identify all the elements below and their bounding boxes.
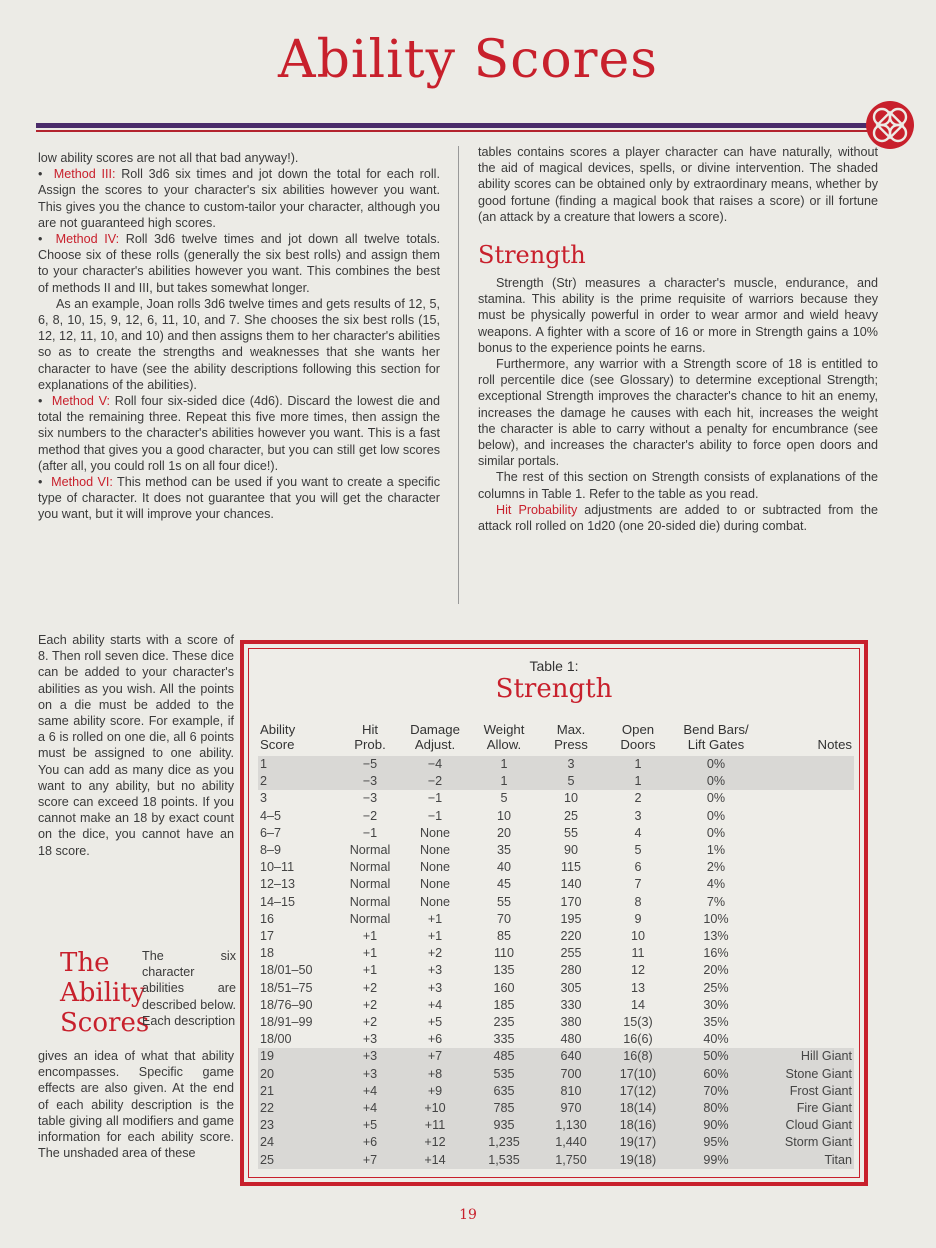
table-cell: 10%: [703, 911, 729, 926]
table-row: [258, 928, 854, 945]
table-cell: 110: [493, 946, 515, 961]
table-cell: 0%: [672, 773, 760, 790]
table-cell: 2: [634, 791, 642, 806]
table-cell: 25: [563, 808, 578, 823]
table-cell: 305: [560, 980, 582, 995]
method-label: Method VI:: [51, 475, 113, 490]
table-cell: 1: [604, 756, 672, 773]
table-cell: 19(18): [604, 1152, 672, 1169]
table-cell: 18(16): [604, 1117, 672, 1134]
rule-red: [36, 130, 876, 132]
table-cell: 330: [560, 997, 582, 1012]
table-cell: 635: [470, 1083, 538, 1100]
table-cell: 35%: [703, 1015, 729, 1030]
table-cell: 90: [563, 843, 578, 858]
table-cell: +2: [362, 997, 378, 1012]
method-iii: • Method III: Roll 3d6 six times and jot down the total for each roll. Assign the scores to your character's six abilities however you want. This gives you the chance to custom-tailor your character, although you are not guaranteed high scores.: [38, 167, 440, 230]
table-cell: 45: [496, 877, 511, 892]
table-cell: 16: [260, 911, 275, 926]
table-body: [258, 756, 854, 1169]
table-row: [258, 962, 854, 979]
table-cell: +1: [362, 963, 378, 978]
table-cell: 135: [493, 963, 515, 978]
table-cell: +4: [427, 997, 443, 1012]
table-cell: 12: [630, 963, 645, 978]
table-cell: 220: [560, 929, 582, 944]
table-cell: 21: [258, 1083, 340, 1100]
example-paragraph: As an example, Joan rolls 3d6 twelve times and gets results of 12, 5, 6, 8, 10, 15, 9, 12, 6, 11, 10, and 7. She chooses the six best rolls (15, 12, 12, 11, 10, and 10) and then assigns them to her character's abilities so as to create the strengths and weaknesses that she wants her character to have (see the ability descriptions following this section for explanations of the abilities).: [38, 296, 440, 392]
table-cell: 1: [470, 756, 538, 773]
table-cell: 20%: [703, 963, 729, 978]
table-cell: None: [419, 843, 451, 858]
table-cell: [760, 808, 854, 825]
table-row: [258, 1134, 854, 1151]
table-cell: 7: [634, 877, 642, 892]
table-cell: 140: [560, 877, 582, 892]
table-cell: 235: [493, 1015, 515, 1030]
table-cell: [760, 756, 854, 773]
table-cell: [760, 997, 854, 1014]
method-label: Method IV:: [55, 232, 120, 247]
table-cell: +3: [427, 980, 443, 995]
table-cell: 4: [634, 825, 642, 840]
left-column: [38, 150, 440, 523]
table-row: [258, 825, 854, 842]
table-cell: −2: [400, 773, 470, 790]
table-row: [258, 1100, 854, 1117]
paragraph: Strength (Str) measures a character's muscle, endurance, and stamina. This ability is the prime requisite of warriors because they must be physically powerful in order to wear armor and wield heavy weapons. A fighter with a score of 16 or more in Strength gains a 10% bonus to the experience points he earns.: [478, 276, 878, 355]
column-header: Ability Score: [260, 722, 296, 752]
table-cell: 20: [496, 825, 511, 840]
column-header: Open Doors: [620, 722, 656, 752]
table-row: [258, 876, 854, 893]
table-cell: 40: [496, 860, 511, 875]
table-cell: −1: [362, 825, 378, 840]
table-cell: −2: [362, 808, 378, 823]
table-cell: 785: [470, 1100, 538, 1117]
hit-probability-paragraph: Hit Probability adjustments are added to or subtracted from the attack roll rolled on 1d20 (one 20-sided die) during combat.: [478, 502, 878, 534]
table-row: [258, 1014, 854, 1031]
table-cell: −1: [427, 808, 443, 823]
table-row: [258, 980, 854, 997]
table-cell: +8: [400, 1066, 470, 1083]
table-cell: 5: [500, 791, 508, 806]
table-cell: 10: [496, 808, 511, 823]
table-cell: +7: [340, 1152, 400, 1169]
drop-side-text: The six character abilities are described below. Each description: [142, 949, 236, 1028]
table-cell: +3: [362, 1032, 378, 1047]
table-cell: 70%: [672, 1083, 760, 1100]
table-cell: 95%: [672, 1134, 760, 1151]
table-cell: +1: [427, 929, 443, 944]
table-cell: +14: [400, 1152, 470, 1169]
column-header: Notes: [817, 737, 852, 752]
table-cell: 11: [631, 946, 645, 961]
table-cell: 0%: [706, 825, 726, 840]
table-cell: 99%: [672, 1152, 760, 1169]
table-cell: 18/51–75: [260, 980, 313, 995]
table-cell: 160: [493, 980, 515, 995]
table-cell: 30%: [703, 997, 729, 1012]
table-cell: 8–9: [260, 843, 282, 858]
table-cell: 2%: [706, 860, 726, 875]
table-cell: +7: [400, 1048, 470, 1065]
table-cell: +9: [400, 1083, 470, 1100]
table-cell: Storm Giant: [760, 1134, 854, 1151]
table-header-row: [258, 722, 854, 756]
table-row: [258, 911, 854, 928]
table-cell: 0%: [706, 808, 726, 823]
strength-table: [258, 722, 854, 1169]
table-cell: [760, 894, 854, 911]
table-cell: 1,440: [538, 1134, 604, 1151]
table-cell: 1,130: [538, 1117, 604, 1134]
table-cell: +3: [340, 1066, 400, 1083]
table-cell: +6: [340, 1134, 400, 1151]
table-cell: 19: [258, 1048, 340, 1065]
table-cell: 4%: [706, 877, 726, 892]
table-row: [258, 1117, 854, 1134]
table-row: [258, 842, 854, 859]
table-cell: 1%: [706, 843, 726, 858]
table-cell: 50%: [672, 1048, 760, 1065]
table-row: [258, 756, 854, 773]
column-header: Max. Press: [554, 722, 588, 752]
table-row: [258, 997, 854, 1014]
table-row: [258, 808, 854, 825]
table-cell: Fire Giant: [760, 1100, 854, 1117]
table-cell: Normal: [349, 860, 391, 875]
table-cell: 19(17): [604, 1134, 672, 1151]
table-cell: −4: [400, 756, 470, 773]
table-cell: Normal: [349, 877, 391, 892]
table-cell: [760, 773, 854, 790]
term-label: Hit Probability: [496, 502, 578, 517]
table-cell: Normal: [349, 843, 391, 858]
table-cell: 90%: [672, 1117, 760, 1134]
table-row: [258, 894, 854, 911]
table-cell: 10: [630, 929, 645, 944]
right-column: [478, 144, 878, 534]
table-cell: [760, 962, 854, 979]
table-cell: +1: [427, 911, 443, 926]
table-cell: 1: [470, 773, 538, 790]
table-cell: 12–13: [260, 877, 296, 892]
table-cell: +5: [427, 1015, 443, 1030]
table-cell: +1: [362, 946, 378, 961]
table-cell: 18/01–50: [260, 963, 313, 978]
table-cell: −3: [362, 791, 378, 806]
table-cell: 15(3): [623, 1015, 653, 1030]
table-row: [258, 1066, 854, 1083]
table-cell: −5: [340, 756, 400, 773]
drop-heading: The Ability Scores: [60, 948, 150, 1038]
table-cell: 640: [538, 1048, 604, 1065]
table-row: [258, 1048, 854, 1065]
table-cell: 17: [260, 929, 275, 944]
method-iv: • Method IV: Roll 3d6 twelve times and jot down all twelve totals. Choose six of these rolls (generally the six best rolls) and assign them to your character's abilities however you want. This combines the best of methods II and III, but takes somewhat longer.: [38, 232, 440, 295]
table-cell: 480: [560, 1032, 582, 1047]
table-cell: [760, 876, 854, 893]
table-cell: None: [419, 877, 451, 892]
narrow-column: [38, 632, 234, 859]
table-cell: 55: [563, 825, 578, 840]
table-cell: 115: [560, 860, 582, 875]
table-cell: 20: [258, 1066, 340, 1083]
table-cell: 485: [470, 1048, 538, 1065]
table-cell: 6–7: [260, 825, 282, 840]
table-cell: +5: [340, 1117, 400, 1134]
table-cell: 3: [634, 808, 642, 823]
drop-rest-text: gives an idea of what that ability encompasses. Specific game effects are also given. At the end of each ability description is the table giving all modifiers and game information for each ability score. The unshaded area of these: [38, 1049, 234, 1161]
table-cell: 535: [470, 1066, 538, 1083]
table-title: Strength: [495, 674, 613, 704]
table-cell: 10: [563, 791, 578, 806]
section-heading-strength: Strength: [478, 241, 586, 270]
table-cell: [760, 842, 854, 859]
paragraph: tables contains scores a player character can have naturally, without the aid of magical devices, spells, or divine intervention. The shaded ability scores can be obtained only by extraordinary means, whether by good fortune (finding a magical book that raises a score) or ill fortune (an attack by a creature that lowers a score).: [478, 145, 878, 224]
table-cell: 25%: [703, 980, 729, 995]
table-cell: 40%: [703, 1032, 729, 1047]
table-cell: +3: [340, 1048, 400, 1065]
table-cell: Normal: [349, 894, 391, 909]
table-cell: None: [419, 825, 451, 840]
table-cell: None: [419, 894, 451, 909]
column-header: Hit Prob.: [354, 722, 386, 752]
table-cell: +4: [340, 1100, 400, 1117]
paragraph: Furthermore, any warrior with a Strength score of 18 is entitled to roll percentile dice (see Glossary) to determine exceptional Strength; exceptional Strength improves the character's chance to hit an enemy, increases the damage he causes with each hit, increases the weight the character is able to carry without a penalty for encumbrance (see below), and increases the character's ability to force open doors and similar portals.: [478, 357, 878, 469]
table-cell: [760, 928, 854, 945]
table-cell: −3: [340, 773, 400, 790]
table-cell: Cloud Giant: [760, 1117, 854, 1134]
table-cell: 8: [634, 894, 642, 909]
table-cell: Stone Giant: [760, 1066, 854, 1083]
table-cell: 2: [258, 773, 340, 790]
table-cell: 85: [496, 929, 511, 944]
table-cell: 13: [630, 980, 645, 995]
table-row: [258, 773, 854, 790]
table-cell: 17(10): [604, 1066, 672, 1083]
table-cell: 60%: [672, 1066, 760, 1083]
table-cell: 35: [496, 843, 511, 858]
table-cell: 24: [258, 1134, 340, 1151]
table-cell: +6: [427, 1032, 443, 1047]
table-cell: 14–15: [260, 894, 296, 909]
column-header: Bend Bars/ Lift Gates: [683, 722, 749, 752]
table-cell: 16%: [703, 946, 729, 961]
method-vi: • Method VI: This method can be used if you want to create a specific type of character. It does not guarantee that you will get the character you want, but it will improve your chances.: [38, 475, 441, 522]
table-cell: +2: [362, 980, 378, 995]
table-cell: 9: [634, 911, 642, 926]
column-header: Damage Adjust.: [410, 722, 460, 752]
table-cell: 5: [538, 773, 604, 790]
table-cell: 3: [538, 756, 604, 773]
table-cell: 1: [604, 773, 672, 790]
table-cell: 13%: [703, 929, 729, 944]
table-cell: 1,750: [538, 1152, 604, 1169]
page-number: 19: [459, 1207, 477, 1223]
table-cell: 1: [258, 756, 340, 773]
table-cell: 17(12): [604, 1083, 672, 1100]
table-cell: Normal: [349, 911, 391, 926]
table-row: [258, 1031, 854, 1048]
rule-purple: [36, 123, 876, 128]
table-cell: 335: [493, 1032, 515, 1047]
table-cell: +10: [400, 1100, 470, 1117]
table-cell: Titan: [760, 1152, 854, 1169]
table-row: [258, 1083, 854, 1100]
table-cell: +3: [427, 963, 443, 978]
table-cell: 25: [258, 1152, 340, 1169]
table-cell: +11: [400, 1117, 470, 1134]
column-header: Weight Allow.: [483, 722, 525, 752]
table-cell: 16(8): [604, 1048, 672, 1065]
table-cell: 14: [630, 997, 645, 1012]
table-cell: [760, 945, 854, 962]
table-cell: 0%: [672, 756, 760, 773]
table-cell: 55: [496, 894, 511, 909]
method-label: Method III:: [53, 167, 116, 182]
method-label: Method V:: [51, 394, 111, 409]
table-cell: 7%: [706, 894, 726, 909]
table-cell: [760, 1031, 854, 1048]
table-cell: None: [419, 860, 451, 875]
table-cell: 18/76–90: [260, 997, 313, 1012]
table-cell: [760, 980, 854, 997]
table-cell: 23: [258, 1117, 340, 1134]
table-cell: 0%: [706, 791, 726, 806]
table-cell: 3: [260, 791, 268, 806]
paragraph: low ability scores are not all that bad anyway!).: [38, 151, 299, 165]
table-cell: 810: [538, 1083, 604, 1100]
table-cell: 255: [560, 946, 582, 961]
table-cell: 6: [634, 860, 642, 875]
column-divider: [458, 146, 459, 604]
table-cell: 185: [493, 997, 515, 1012]
table-cell: +2: [362, 1015, 378, 1030]
strength-table-box: [240, 640, 868, 1186]
page-title: Ability Scores: [278, 30, 658, 90]
table-cell: +1: [362, 929, 378, 944]
table-cell: [760, 825, 854, 842]
table-cell: 80%: [672, 1100, 760, 1117]
table-row: [258, 945, 854, 962]
table-cell: 18: [260, 946, 275, 961]
table-cell: +12: [400, 1134, 470, 1151]
table-row: [258, 790, 854, 807]
table-row: [258, 1152, 854, 1169]
table-cell: 195: [560, 911, 582, 926]
table-cell: Hill Giant: [760, 1048, 854, 1065]
table-cell: 1,235: [470, 1134, 538, 1151]
table-cell: [760, 911, 854, 928]
table-cell: [760, 859, 854, 876]
table-cell: +4: [340, 1083, 400, 1100]
table-cell: 10–11: [260, 860, 295, 875]
table-cell: 380: [560, 1015, 582, 1030]
table-cell: 4–5: [260, 808, 282, 823]
table-cell: 18/00: [260, 1032, 292, 1047]
header-rule: [36, 113, 906, 143]
table-cell: 22: [258, 1100, 340, 1117]
table-cell: 18/91–99: [260, 1015, 313, 1030]
table-cell: Frost Giant: [760, 1083, 854, 1100]
table-cell: 5: [634, 843, 642, 858]
table-cell: 700: [538, 1066, 604, 1083]
table-cell: 18(14): [604, 1100, 672, 1117]
table-cell: 16(6): [623, 1032, 653, 1047]
table-cell: [760, 1014, 854, 1031]
table-cell: 1,535: [470, 1152, 538, 1169]
table-cell: 280: [560, 963, 582, 978]
table-cell: +2: [427, 946, 443, 961]
method-v: • Method V: Roll four six-sided dice (4d6). Discard the lowest die and total the remaining three. Repeat this five more times, then assign the six numbers to the character's abilities however you want. This is a fast method that gives you a good character, but you can still get low scores (after all, you could roll 1s on all four dice!).: [38, 394, 440, 473]
table-cell: 170: [560, 894, 582, 909]
table-cell: −1: [427, 791, 443, 806]
table-label: Table 1:: [529, 658, 579, 674]
paragraph: Each ability starts with a score of 8. Then roll seven dice. These dice can be added to your character's abilities as you wish. All the points on a die must be added to the same ability score. For example, if a 6 is rolled on one die, all 6 points must be assigned to one ability. You can add as many dice as you want to any ability, but no ability score can exceed 18 points. If you cannot make an 18 by exact count on the dice, you cannot have an 18 score.: [38, 633, 234, 858]
table-row: [258, 859, 854, 876]
table-cell: 970: [538, 1100, 604, 1117]
table-cell: [760, 790, 854, 807]
table-cell: 70: [496, 911, 511, 926]
table-cell: 935: [470, 1117, 538, 1134]
paragraph: The rest of this section on Strength consists of explanations of the columns in Table 1. Refer to the table as you read.: [478, 470, 878, 501]
